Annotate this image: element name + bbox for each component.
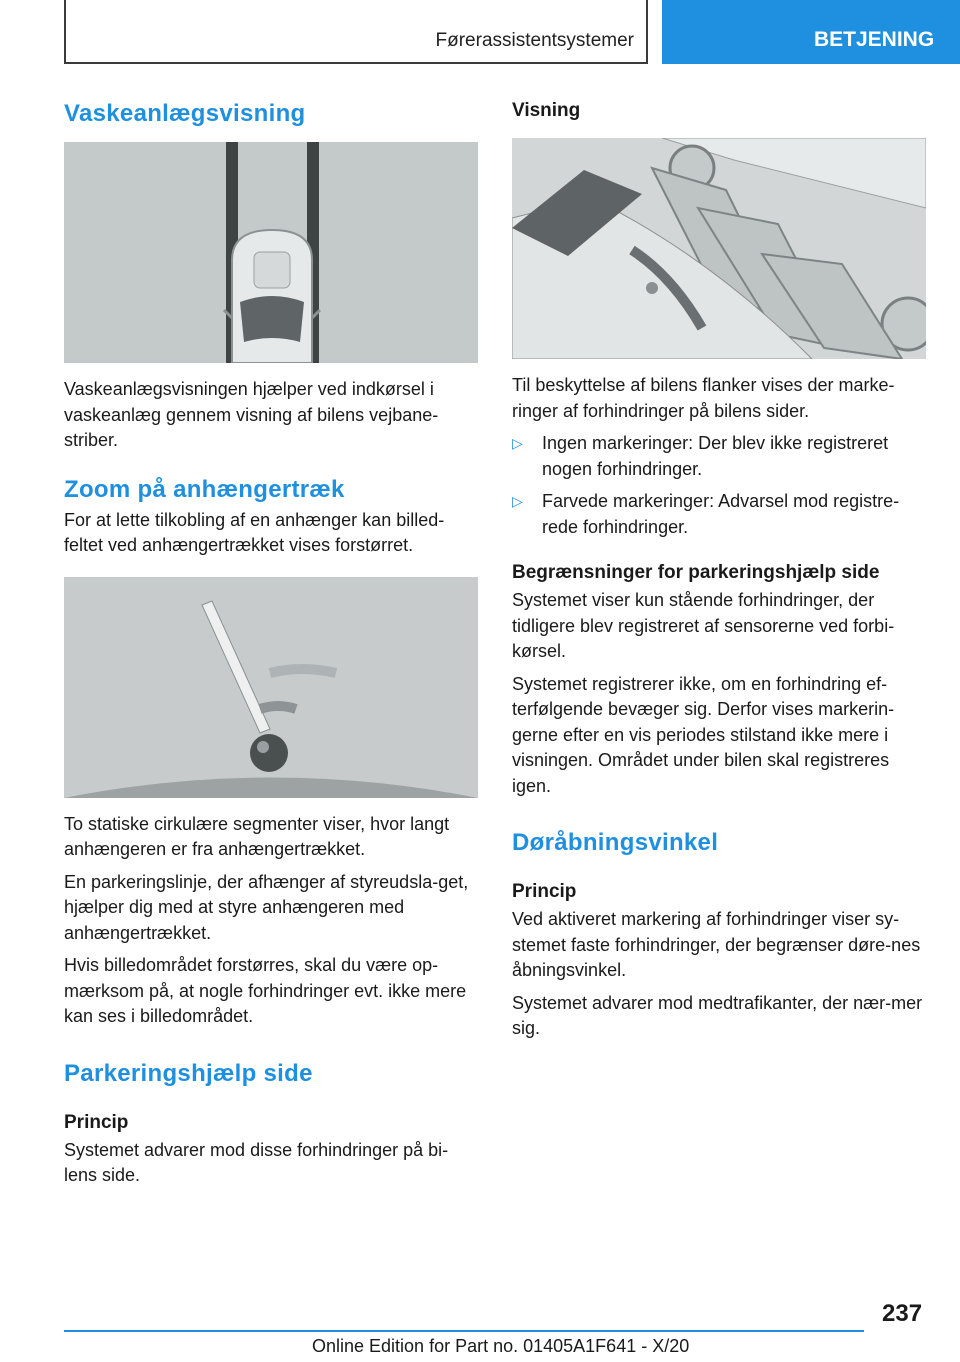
- principle-paragraph-left: Systemet advarer mod disse forhindringer på bi-lens side.: [64, 1139, 449, 1185]
- subheading-principle-right: Princip: [512, 881, 577, 902]
- marking-list: [512, 431, 926, 540]
- triangle-right-icon: ▷: [512, 493, 523, 509]
- side-obstacle-view-image: [512, 138, 926, 359]
- page-number: 237: [882, 1300, 923, 1327]
- heading-zoom-tow: Zoom på anhængertræk: [64, 475, 345, 503]
- triangle-right-icon: ▷: [512, 435, 523, 451]
- wash-view-image: [64, 142, 478, 363]
- tow-paragraph-3: Hvis billedområdet forstørres, skal du være op-mærksom på, at nogle forhindringer evt. ikke mere kan ses i billedområdet.: [64, 955, 467, 1026]
- header-chapter-tab: [662, 0, 960, 64]
- footer-rule: [64, 1330, 864, 1332]
- heading-wash-view: Vaskeanlægsvisning: [64, 100, 306, 127]
- tow-paragraph-2: En parkeringslinje, der afhænger af styreudsla-get, hjælper dig med at styre anhængeren med anhængertrækket.: [64, 871, 469, 943]
- list-item-text: Ingen markeringer: Der blev ikke registreret nogen forhindringer.: [542, 433, 889, 479]
- subheading-principle-left: Princip: [64, 1111, 129, 1133]
- tow-hitch-image: [64, 577, 478, 798]
- view-paragraph: Til beskyttelse af bilens flanker vises der marke-ringer af forhindringer på bilens sider.: [512, 375, 895, 421]
- list-item-text: Farvede markeringer: Advarsel mod registre-rede forhindringer.: [542, 491, 900, 537]
- subheading-limitations: Begrænsninger for parkeringshjælp side: [512, 562, 880, 583]
- limitations-paragraph-1: Systemet viser kun stående forhindringer, der tidligere blev registreret af sensorerne ved forbi-kørsel.: [512, 590, 895, 661]
- footer-edition-text: Online Edition for Part no. 01405A1F641 - X/20: [312, 1336, 690, 1356]
- wash-view-paragraph: Vaskeanlægsvisningen hjælper ved indkørsel i vaskeanlæg gennem visning af bilens vejbane-striber.: [64, 379, 439, 450]
- header-section-box: [64, 0, 648, 64]
- door-paragraph-1: Ved aktiveret markering af forhindringer viser sy-stemet faste forhindringer, der begrænser døre-nes åbningsvinkel.: [512, 909, 921, 980]
- tow-paragraph-1: To statiske cirkulære segmenter viser, hvor langt anhængeren er fra anhængertrækket.: [64, 813, 450, 859]
- right-column: [512, 100, 926, 1042]
- header-section-title: Førerassistentsystemer: [435, 30, 634, 51]
- door-paragraph-2: Systemet advarer mod medtrafikanter, der nær-mer sig.: [512, 992, 923, 1038]
- list-item: [512, 489, 926, 540]
- left-column: [64, 100, 478, 1189]
- zoom-tow-paragraph: For at lette tilkobling af en anhænger kan billed-feltet ved anhængertrækket vises forstørret.: [64, 509, 445, 555]
- heading-door-angle: Døråbningsvinkel: [512, 829, 719, 856]
- header-chapter-title: BETJENING: [814, 28, 935, 51]
- list-item: [512, 431, 926, 482]
- heading-side-park-assist: Parkeringshjælp side: [64, 1059, 313, 1087]
- subheading-view: Visning: [512, 100, 581, 121]
- limitations-paragraph-2: Systemet registrerer ikke, om en forhindring ef-terfølgende bevæger sig. Derfor vises markerin-gerne efter en vis periodes stilstand ikke mere i visningen. Området under bilen skal registreres igen.: [512, 673, 895, 796]
